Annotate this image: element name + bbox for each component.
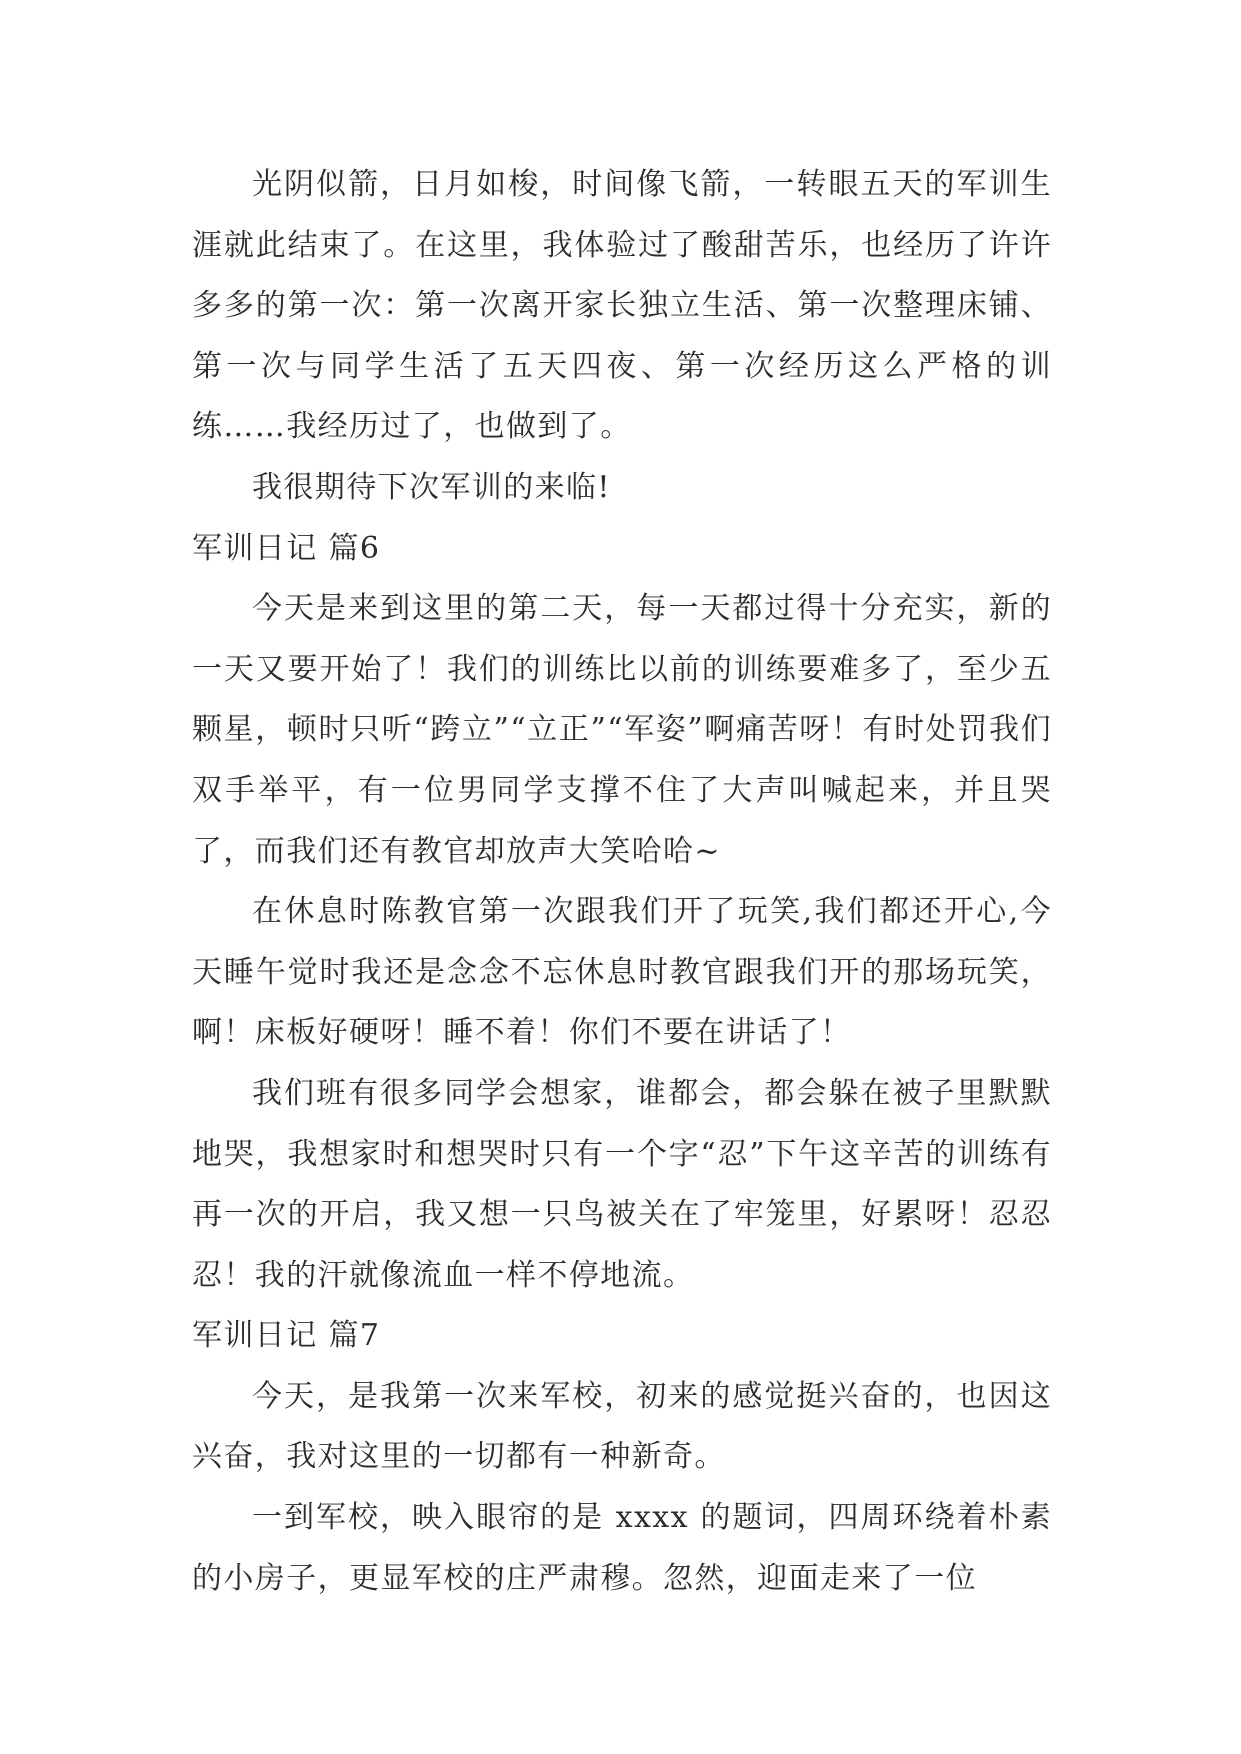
paragraph-rest-joke: 在休息时陈教官第一次跟我们开了玩笑,我们都还开心,今天睡午觉时我还是念念不忘休息时教官跟我们开的那场玩笑，啊！床板好硬呀！睡不着！你们不要在讲话了！	[192, 894, 1052, 1051]
paragraph-first-visit: 今天，是我第一次来军校，初来的感觉挺兴奋的，也因这兴奋，我对这里的一切都有一种新奇。	[192, 1378, 1052, 1475]
paragraph-second-day: 今天是来到这里的第二天，每一天都过得十分充实，新的一天又要开始了！我们的训练比以前的训练要难多了，至少五颗星，顿时只听“跨立”“立正”“军姿”啊痛苦呀！有时处罚我们双手举平，有一位男同学支撑不住了大声叫喊起来，并且哭了，而我们还有教官却放声大笑哈哈~	[192, 591, 1052, 869]
paragraph-looking-forward: 我很期待下次军训的来临!	[252, 469, 611, 505]
paragraph-training-end: 光阴似箭，日月如梭，时间像飞箭，一转眼五天的军训生涯就此结束了。在这里，我体验过了酸甜苦乐，也经历了许许多多的第一次：第一次离开家长独立生活、第一次整理床铺、第一次与同学生活了五天四夜、第一次经历这么严格的训练……我经历过了，也做到了。	[192, 167, 1052, 445]
section-heading-7: 军训日记 篇7	[192, 1318, 381, 1354]
paragraph-arrival: 一到军校，映入眼帘的是 xxxx 的题词，四周环绕着朴素的小房子，更显军校的庄严肃穆。忽然，迎面走来了一位	[192, 1500, 1052, 1596]
section-heading-6: 军训日记 篇6	[192, 530, 381, 566]
paragraph-homesick: 我们班有很多同学会想家，谁都会，都会躲在被子里默默地哭，我想家时和想哭时只有一个字“忍”下午这辛苦的训练有再一次的开启，我又想一只鸟被关在了牢笼里，好累呀！忍忍忍！我的汗就像流血一样不停地流。	[192, 1075, 1052, 1293]
document-body	[192, 155, 1052, 1609]
